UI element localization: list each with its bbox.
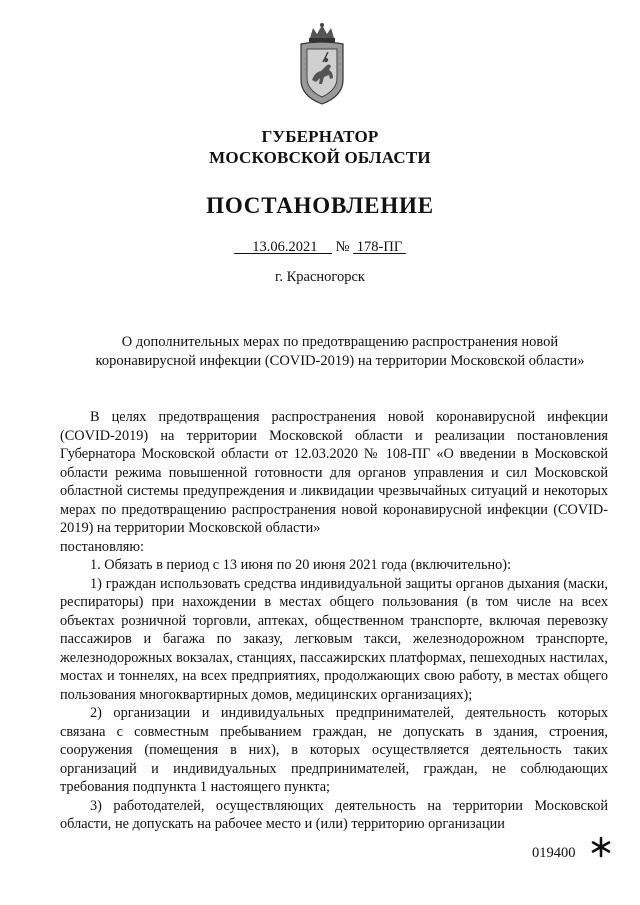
org-line-1: ГУБЕРНАТОР [261, 127, 379, 146]
document-body [60, 408, 608, 834]
paragraph: постановляю: [60, 538, 144, 555]
document-number: 178-ПГ [356, 239, 403, 255]
document-date: 13.06.2021 [252, 239, 318, 255]
paragraph: В целях предотвращения распространения новой коронавирусной инфекции (COVID-2019) на территории Московской области и реализации постановления Губернатора Московской области от 12.03.2020 № 108-ПГ «О введении в Московской области режима повышенной готовности для органов управления и сил Московской областной системы предупреждения и ликвидации чрезвычайных ситуаций и некоторых мерах по предотвращению распространения новой коронавирусной инфекции (COVID-2019) на территории Московской области» [60, 409, 608, 536]
paragraph: 1. Обязать в период с 13 июня по 20 июня 2021 года (включительно): [90, 557, 512, 573]
date-number-line [0, 238, 640, 256]
paragraph: 3) работодателей, осуществляющих деятельность на территории Московской области, не допускать на рабочее место и (или) территорию организации [60, 797, 608, 832]
document-type: ПОСТАНОВЛЕНИЕ [206, 193, 434, 218]
coat-of-arms-icon [293, 22, 351, 106]
number-label: № [335, 239, 350, 255]
document-title: О дополнительных мерах по предотвращению распространения новой коронавирусной инфекции (COVID-2019) на территории Московской области» [95, 334, 585, 369]
asterisk-star-icon [590, 836, 612, 858]
org-line-2: МОСКОВСКОЙ ОБЛАСТИ [209, 148, 431, 167]
form-number: 019400 [532, 845, 576, 861]
city-line: г. Красногорск [275, 269, 365, 285]
paragraph: 2) организации и индивидуальных предпринимателей, деятельность которых связана с совместным пребыванием граждан, не допускать в здания, строения, сооружения (помещения в них), в которых осуществляется деятельность таких организаций и индивидуальных предпринимателей, граждан, не соблюдающих требования подпункта 1 настоящего пункта; [60, 705, 608, 795]
organization-heading [0, 126, 640, 168]
paragraph: 1) граждан использовать средства индивидуальной защиты органов дыхания (маски, респираторы) при нахождении в местах общего пользования (в том числе на всех объектах розничной торговли, аптеках, общественном транспорте, включая перевозку пассажиров и багажа по заказу, легковым такси, железнодорожном транспорте, железнодорожных вокзалах, станциях, пассажирских платформах, пешеходных настилах, мостах и тоннелях, на всех предприятиях, продолжающих свою работу, в местах общего пользования многоквартирных домов, медицинских организациях); [60, 575, 608, 703]
